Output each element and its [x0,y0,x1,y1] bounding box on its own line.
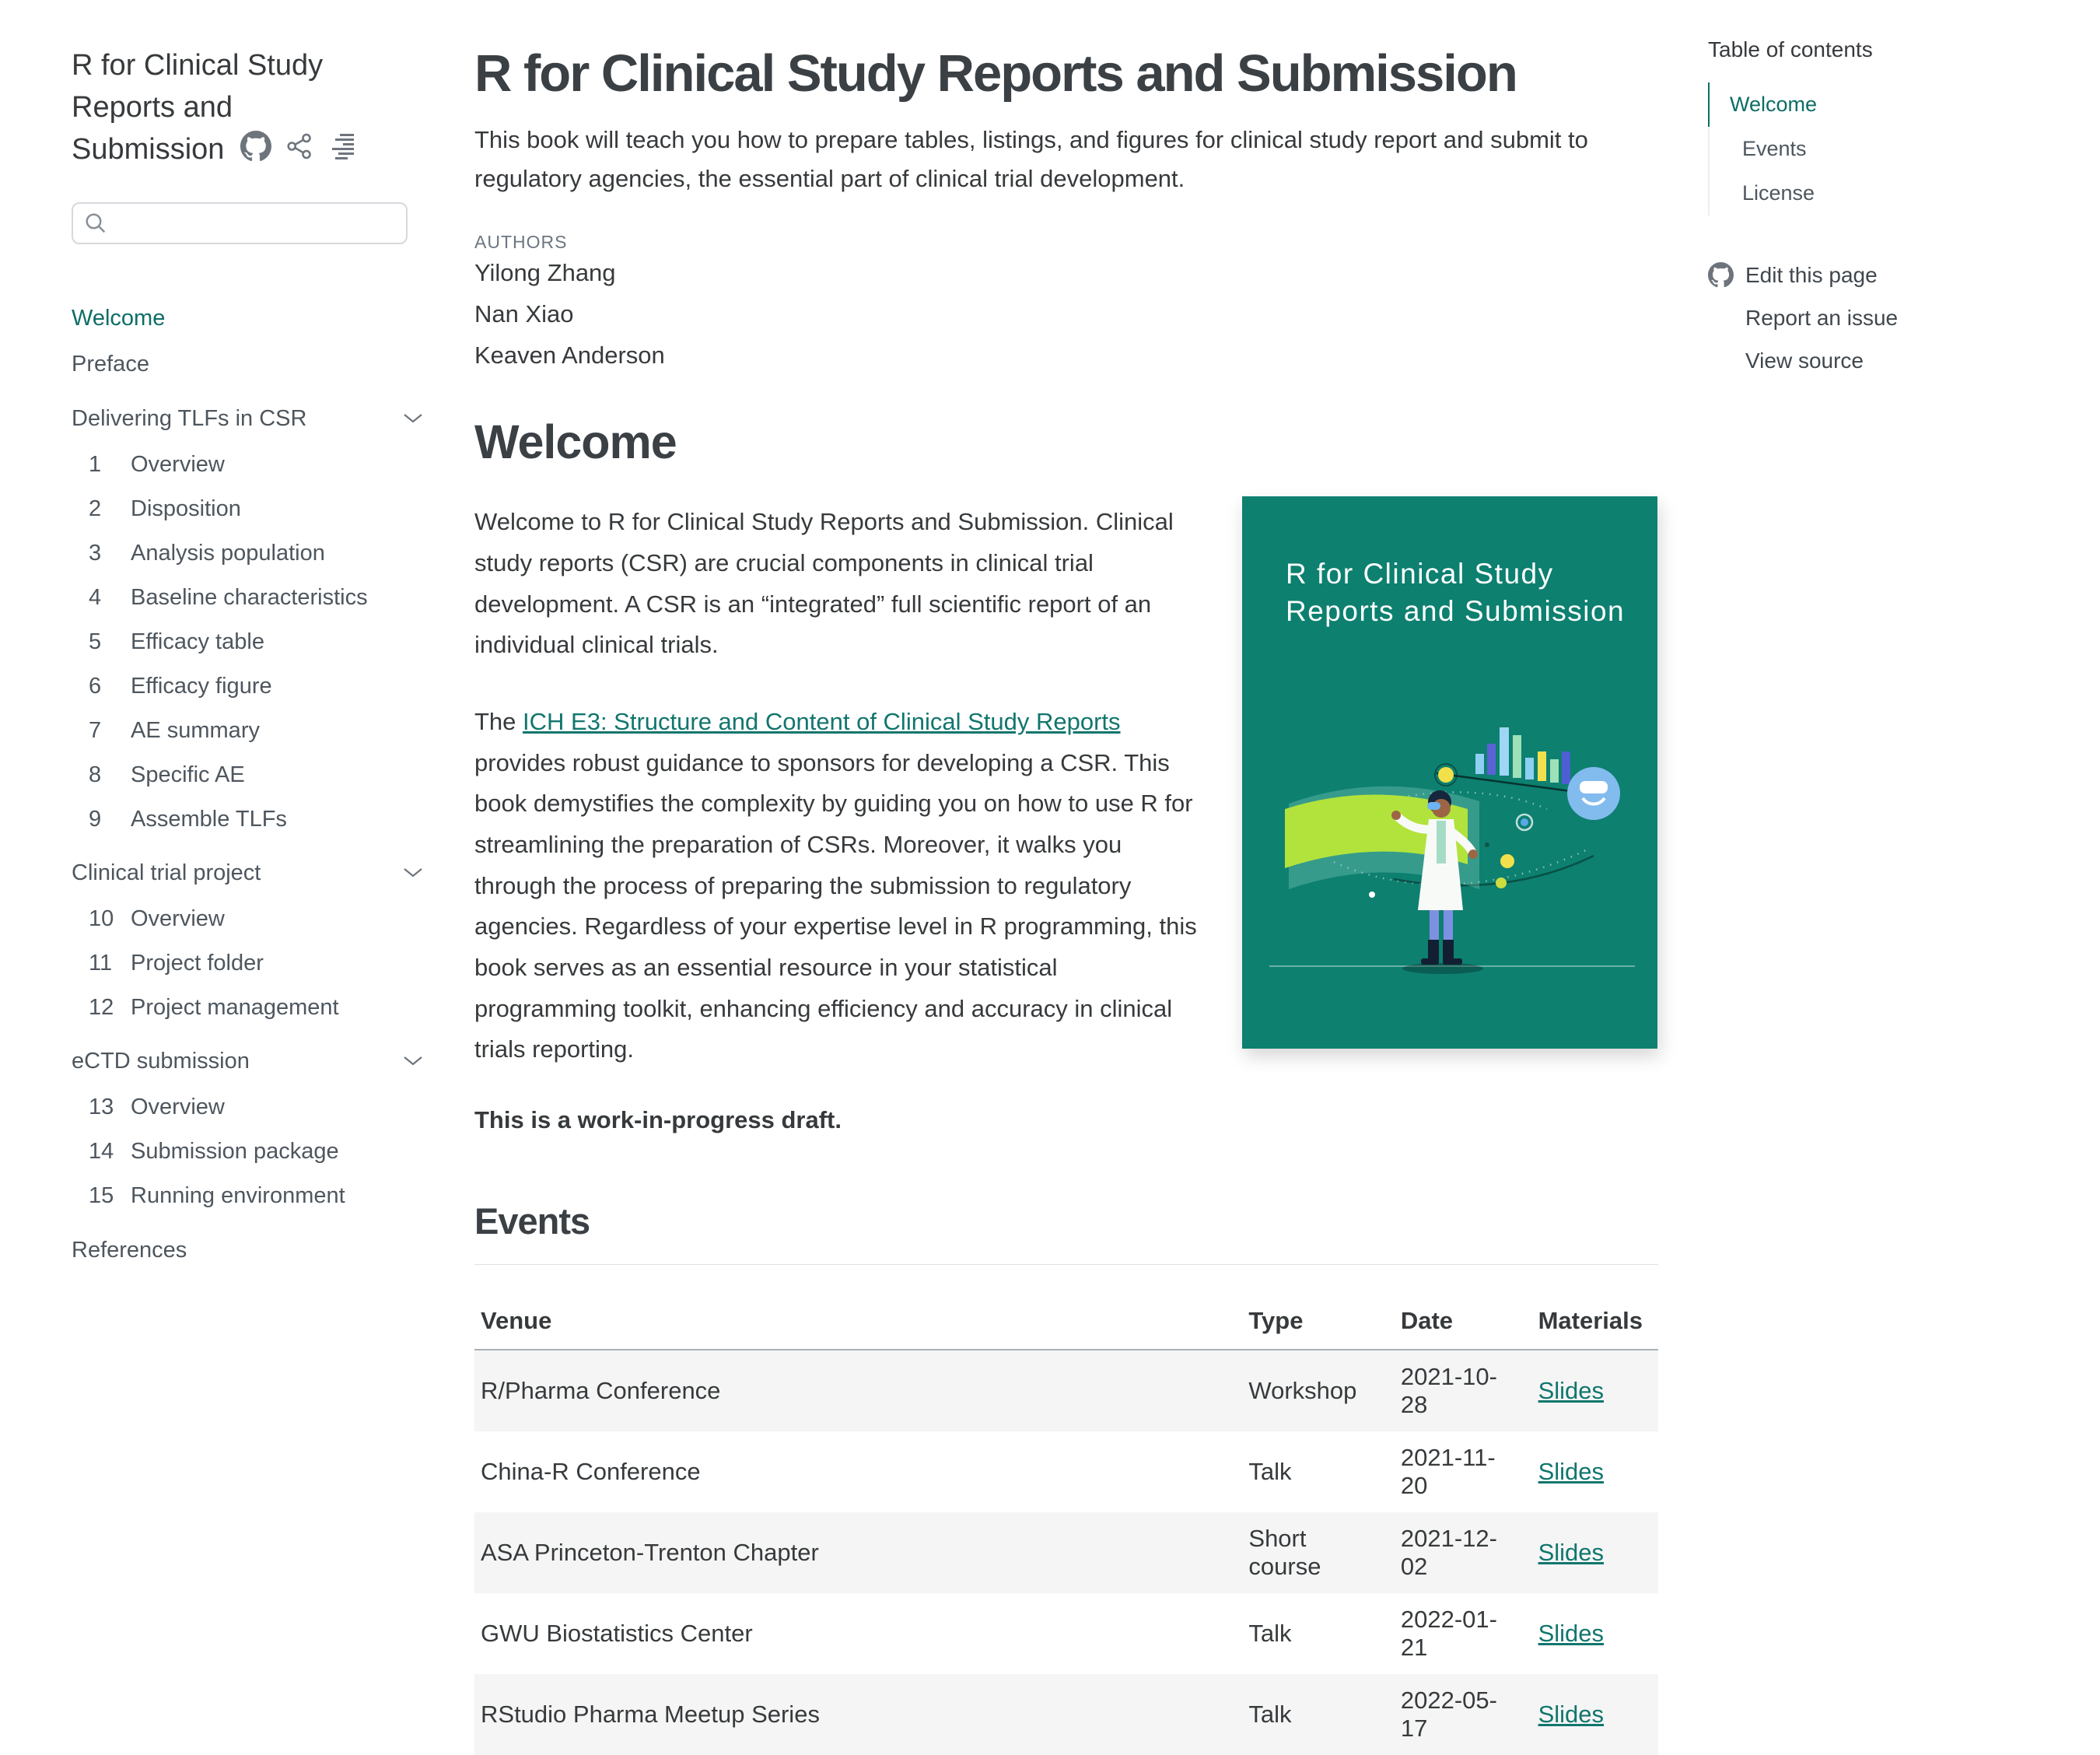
ich-e3-link[interactable]: ICH E3: Structure and Content of Clinical Study Reports [523,707,1121,735]
column-header-materials: Materials [1532,1294,1658,1350]
author-name: Yilong Zhang [474,259,616,287]
type-cell: Talk [1248,1458,1292,1486]
chapter-number: 5 [89,629,102,654]
chapter-number: 12 [89,994,114,1020]
column-header-date: Date [1395,1294,1532,1350]
toc-tools [1708,262,2050,373]
column-header-type: Type [1242,1294,1394,1350]
book-cover-image [1242,496,1657,1049]
sidebar-item-project-folder[interactable] [72,941,423,986]
type-cell: Talk [1248,1620,1292,1648]
venue-cell: R/Pharma Conference [481,1377,721,1405]
sidebar-item-ae-summary[interactable] [72,709,423,753]
sidebar-item-specific-ae[interactable] [72,753,423,797]
chapter-label: Disposition [131,496,241,521]
chapter-number: 3 [89,540,102,566]
toc-list [1708,82,2050,215]
sidebar-item-preface[interactable]: Preface [72,351,149,377]
slides-link[interactable]: Slides [1538,1701,1605,1729]
sidebar [72,45,423,1273]
events-heading: Events [474,1200,1658,1265]
share-icon[interactable] [285,132,313,160]
sidebar-item-running-environment[interactable] [72,1174,423,1218]
authors-label: AUTHORS [474,232,568,253]
sidebar-item-welcome[interactable]: Welcome [72,305,166,331]
sidebar-item-overview-1[interactable] [72,443,423,487]
book-title-text[interactable]: R for Clinical Study Reports and Submission [72,49,324,166]
slides-link[interactable]: Slides [1538,1458,1605,1486]
authors-block [474,232,1658,370]
toc-item-welcome[interactable]: Welcome [1708,82,2050,127]
tool-label: View source [1745,348,1864,373]
chapter-number: 6 [89,673,102,699]
table-row [474,1593,1658,1674]
chapter-label: Overview [131,451,225,477]
date-cell: 2022-05-17 [1400,1687,1497,1743]
chapter-label: Project folder [131,950,264,976]
chapter-number: 1 [89,451,102,477]
chapter-label: Baseline characteristics [131,584,368,610]
sidebar-item-disposition[interactable] [72,487,423,531]
cover-title-line1: R for Clinical Study [1286,558,1554,590]
chapter-number: 7 [89,717,102,743]
sidebar-item-assemble-tlfs[interactable] [72,797,423,842]
table-of-contents [1708,37,2050,391]
chapter-label: Assemble TLFs [131,806,287,832]
spacer [1708,305,1734,331]
welcome-paragraph-1: Welcome to R for Clinical Study Reports and Submission. Clinical study reports (CSR) are crucial components in clinical trial development. A CSR is an “integrated” full scientific report of an individual clinical trials. [474,508,1174,659]
type-cell: Workshop [1248,1377,1357,1405]
sidebar-item-overview-13[interactable] [72,1085,423,1130]
cover-mask-badge [1567,767,1620,820]
chapter-number: 8 [89,762,102,787]
table-header-row [474,1294,1658,1350]
chapter-number: 9 [89,806,102,832]
draft-note: This is a work-in-progress draft. [474,1106,842,1134]
chapter-label: Project management [131,994,339,1020]
column-header-venue: Venue [474,1294,1242,1350]
chapter-number: 11 [89,950,113,976]
slides-link[interactable]: Slides [1538,1539,1605,1567]
author-name: Nan Xiao [474,300,574,328]
chapter-number: 13 [89,1094,114,1119]
text-lines-icon[interactable] [327,132,357,160]
paragraph-text: provides robust guidance to sponsors for developing a CSR. This book demystifies the complexity by guiding you on how to use R for streamlining the preparation of CSRs. Moreover, it walks you through the process of preparing the submission to regulatory agencies. Regardless of your expertise level in R programming, this book serves as an essential resource in your statistical programming toolkit, enhancing efficiency and accuracy in clinical trials reporting. [474,748,1197,1063]
tool-label: Report an issue [1745,305,1899,330]
chapter-label: Running environment [131,1182,345,1208]
page-title: R for Clinical Study Reports and Submission [474,44,1517,103]
author-name: Keaven Anderson [474,342,665,370]
date-cell: 2021-12-02 [1400,1525,1497,1581]
chevron-down-icon [403,413,423,424]
events-table [474,1294,1658,1755]
sidebar-item-submission-package[interactable] [72,1130,423,1174]
welcome-paragraph-2 [474,702,1204,1070]
chapter-label: Efficacy table [131,629,264,654]
chevron-down-icon [403,1056,423,1067]
sidebar-section-clinical-trial-project[interactable] [72,849,423,897]
toc-item-events[interactable]: Events [1742,137,1807,160]
date-cell: 2021-11-20 [1400,1444,1496,1500]
chapter-label: Analysis population [131,540,325,566]
venue-cell: GWU Biostatistics Center [481,1620,753,1648]
chapter-label: AE summary [131,717,260,743]
github-icon[interactable] [240,131,271,162]
tool-label: Edit this page [1745,262,1878,287]
venue-cell: RStudio Pharma Meetup Series [481,1701,820,1729]
sidebar-item-project-management[interactable] [72,986,423,1030]
paragraph-text: The [474,707,523,735]
section-label: Delivering TLFs in CSR [72,405,307,431]
table-row [474,1350,1658,1431]
cover-title-line2: Reports and Submission [1286,595,1626,627]
sidebar-item-efficacy-figure[interactable] [72,664,423,709]
sidebar-item-analysis-population[interactable] [72,531,423,576]
table-row [474,1674,1658,1755]
github-icon [1708,262,1734,288]
book-title [72,45,361,171]
chapter-label: Efficacy figure [131,673,272,699]
chapter-label: Specific AE [131,762,245,787]
table-row [474,1512,1658,1593]
sidebar-section-delivering-tlfs[interactable] [72,395,423,443]
sidebar-tools [240,131,357,162]
chapter-number: 4 [89,584,102,610]
slides-link[interactable]: Slides [1538,1620,1605,1648]
report-an-issue-link[interactable] [1708,305,2050,331]
section-label: eCTD submission [72,1048,250,1074]
chapter-number: 15 [89,1182,114,1208]
table-row [474,1431,1658,1512]
type-cell: Short course [1248,1525,1321,1581]
venue-cell: ASA Princeton-Trenton Chapter [481,1539,819,1567]
chapter-label: Overview [131,906,225,931]
sidebar-item-efficacy-table[interactable] [72,620,423,664]
chapter-label: Submission package [131,1138,339,1164]
page-subtitle: This book will teach you how to prepare tables, listings, and figures for clinical study report and submit to regulatory agencies, the essential part of clinical trial development. [474,126,1588,192]
sidebar-section-ectd-submission[interactable] [72,1038,423,1085]
date-cell: 2021-10-28 [1400,1363,1497,1419]
sidebar-item-baseline-characteristics[interactable] [72,576,423,620]
venue-cell: China-R Conference [481,1458,701,1486]
sidebar-item-overview-10[interactable] [72,897,423,941]
view-source-link[interactable] [1708,348,2050,373]
chapter-number: 2 [89,496,102,521]
chapter-number: 14 [89,1138,114,1164]
type-cell: Talk [1248,1701,1292,1729]
chapter-label: Overview [131,1094,225,1119]
sidebar-nav [72,296,423,1273]
chevron-down-icon [403,867,423,878]
search-input[interactable] [72,202,408,244]
slides-link[interactable]: Slides [1538,1377,1605,1405]
sidebar-item-references[interactable]: References [72,1237,187,1263]
chapter-number: 10 [89,906,114,931]
edit-this-page-link[interactable] [1708,262,2050,288]
spacer [1708,348,1734,373]
toc-item-license[interactable]: License [1742,181,1815,205]
section-label: Clinical trial project [72,860,261,885]
date-cell: 2022-01-21 [1400,1606,1497,1662]
search-icon [84,212,107,235]
toc-title: Table of contents [1708,37,1873,61]
welcome-heading: Welcome [474,415,677,469]
